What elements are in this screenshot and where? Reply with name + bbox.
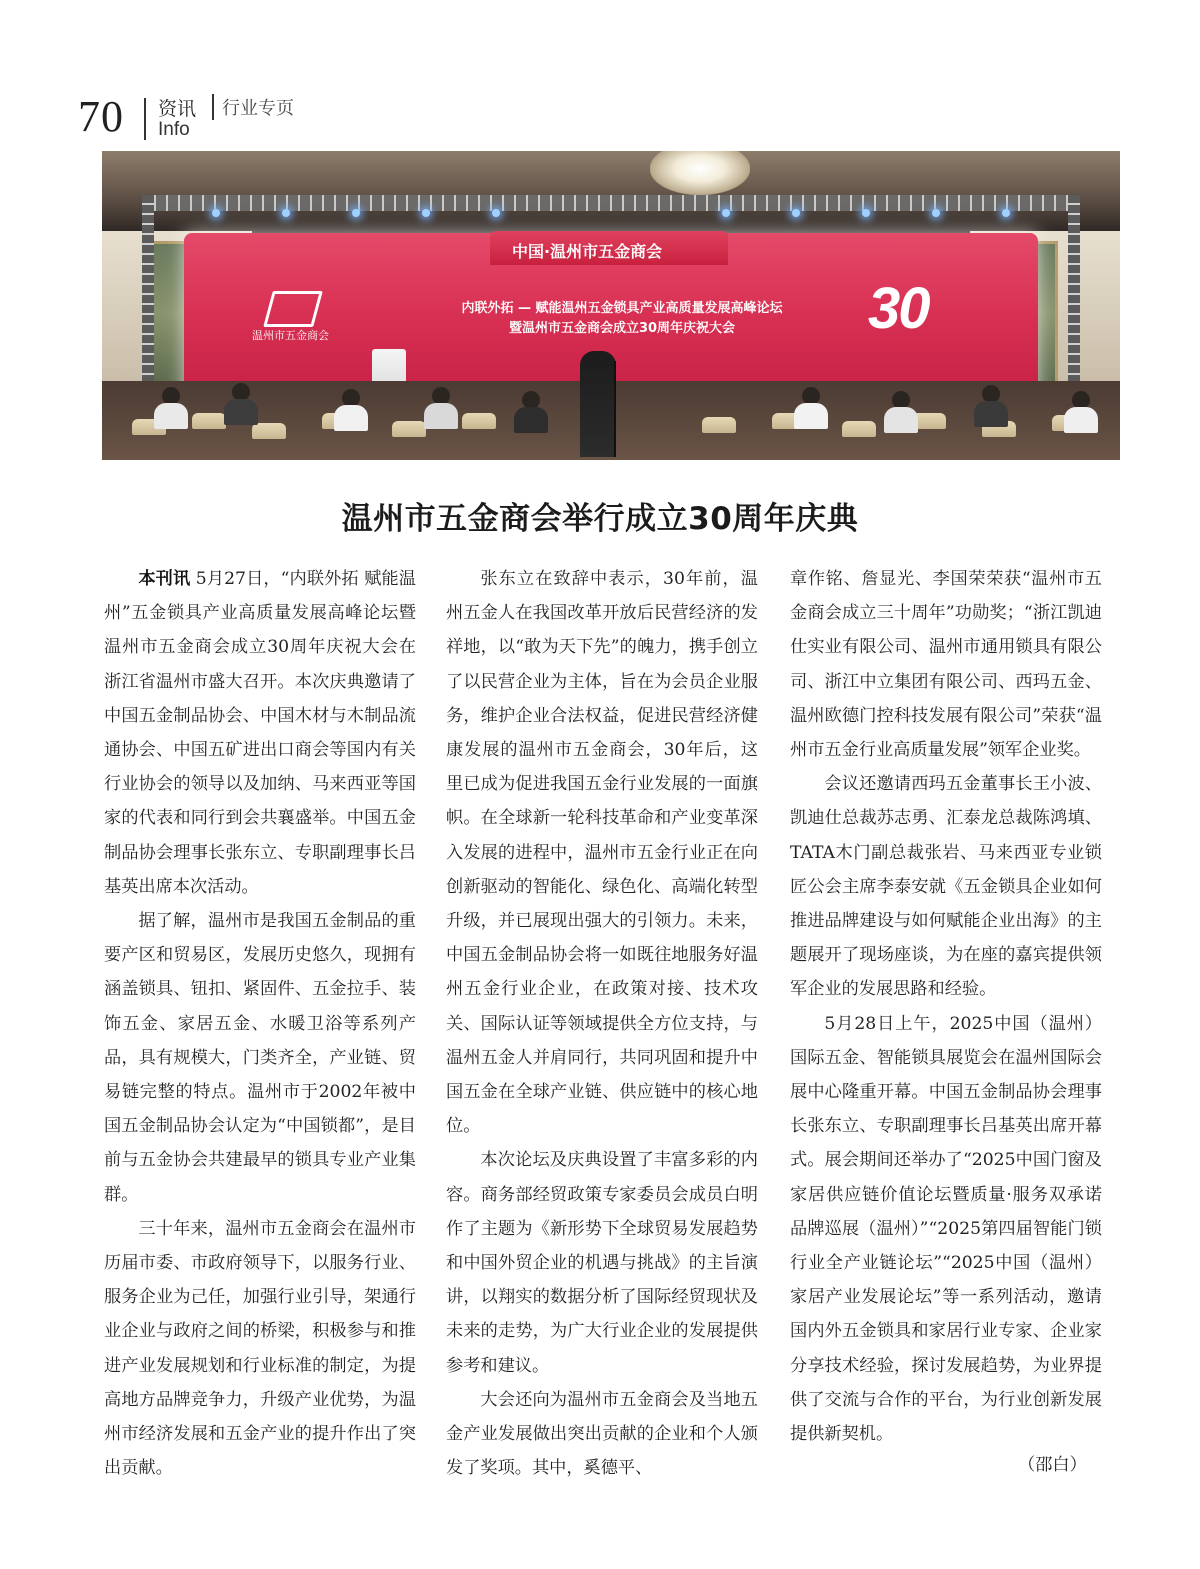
- forum-banner-line-2: 暨温州市五金商会成立30周年庆祝大会: [508, 321, 736, 336]
- audience-chair: [462, 413, 496, 429]
- audience-person: [154, 403, 188, 429]
- truss-leg-left: [142, 195, 154, 395]
- chamber-logo-text: 温州市五金商会: [252, 329, 329, 342]
- article-column-1: [104, 562, 416, 1522]
- page-number: 70: [78, 92, 124, 141]
- audience-person: [224, 399, 258, 425]
- truss-leg-right: [1068, 195, 1080, 395]
- audience-chair: [192, 413, 226, 429]
- article-paragraph: 会议还邀请西玛五金董事长王小波、凯迪仕总裁苏志勇、汇泰龙总裁陈鸿填、TATA木门副总裁张岩、马来西亚专业锁匠公会主席李泰安就《五金锁具企业如何推进品牌建设与如何赋能企业出海》的主题展开了现场座谈，为在座的嘉宾提供领军企业的发展思路和经验。: [790, 774, 1102, 1000]
- audience-chair: [392, 421, 426, 437]
- stage-lamp: [862, 209, 870, 217]
- stage-lamp: [422, 209, 430, 217]
- audience-person: [514, 407, 548, 433]
- chamber-logo-icon: [263, 291, 323, 327]
- stage-lamp: [212, 209, 220, 217]
- audience-person: [884, 407, 918, 433]
- audience-person: [1064, 407, 1098, 433]
- camera-tripod: [614, 361, 616, 457]
- article-paragraph: 据了解，温州市是我国五金制品的重要产区和贸易区，发展历史悠久，现拥有涵盖锁具、钮扣、紧固件、五金拉手、装饰五金、家居五金、水暖卫浴等系列产品，具有规模大，门类齐全，产业链、贸易链完整的特点。温州市于2002年被中国五金制品协会认定为“中国锁都”，是目前与五金协会共建最早的锁具专业产业集群。: [104, 911, 416, 1205]
- audience-person: [794, 403, 828, 429]
- stage-lamp: [1002, 209, 1010, 217]
- audience-chair: [702, 417, 736, 433]
- section-title-cn: 资讯: [158, 98, 197, 120]
- article-paragraph: 大会还向为温州市五金商会及当地五金产业发展做出突出贡献的企业和个人颁发了奖项。其中，奚德平、: [446, 1389, 758, 1479]
- stage-top-text: 中国·温州市五金商会: [512, 242, 663, 261]
- article-paragraph: 本次论坛及庆典设置了丰富多彩的内容。商务部经贸政策专家委员会成员白明作了主题为《新形势下全球贸易发展趋势和中国外贸企业的机遇与挑战》的主旨演讲，以翔实的数据分析了国际经贸现状及未来的走势，为广大行业企业的发展提供参考和建议。: [446, 1150, 758, 1376]
- article-paragraph: 章作铭、詹显光、李国荣荣获“温州市五金商会成立三十周年”功勋奖；“浙江凯迪仕实业有限公司、温州市通用锁具有限公司、浙江中立集团有限公司、西玛五金、温州欧德门控科技发展有限公司”荣获“温州市五金行业高质量发展”领军企业奖。: [790, 569, 1102, 761]
- section-subtitle: 行业专页: [212, 94, 294, 120]
- audience-person: [974, 401, 1008, 427]
- article-paragraph: [104, 562, 416, 904]
- article-column-3: [790, 562, 1102, 1522]
- article-title: 温州市五金商会举行成立30周年庆典: [341, 501, 859, 537]
- section-title-en: Info: [158, 119, 190, 140]
- audience-chair: [252, 423, 286, 439]
- stage-lamp: [492, 209, 500, 217]
- article-column-2: [446, 562, 758, 1522]
- event-photo: [102, 151, 1120, 460]
- article-paragraph: 5月28日上午，2025中国（温州）国际五金、智能锁具展览会在温州国际会展中心隆重开幕。中国五金制品协会理事长张东立、专职副理事长吕基英出席开幕式。展会期间还举办了“2025中国门窗及家居供应链价值论坛暨质量·服务双承诺品牌巡展（温州）”“2025第四届智能门锁行业全产业链论坛”“2025中国（温州）家居产业发展论坛”等一系列活动，邀请国内外五金锁具和家居行业专家、企业家分享技术经验，探讨发展趋势，为业界提供了交流与合作的平台，为行业创新发展提供新契机。: [790, 1013, 1102, 1445]
- stage-lamp: [722, 209, 730, 217]
- lead-label: 本刊讯: [138, 569, 191, 589]
- stage-lamp: [792, 209, 800, 217]
- chandelier: [650, 151, 750, 195]
- audience-person: [424, 403, 458, 429]
- anniversary-mark: 30: [868, 276, 929, 341]
- audience-chair: [842, 421, 876, 437]
- camera-operator: [580, 351, 616, 457]
- lighting-truss: [142, 195, 1080, 211]
- paragraph-text: 5月27日，“内联外拓 赋能温州”五金锁具产业高质量发展高峰论坛暨温州市五金商会成立30周年庆祝大会在浙江省温州市盛大召开。本次庆典邀请了中国五金制品协会、中国木材与木制品流通协会、中国五矿进出口商会等国内有关行业协会的领导以及加纳、马来西亚等国家的代表和同行到会共襄盛举。中国五金制品协会理事长张东立、专职副理事长吕基英出席本次活动。: [104, 569, 416, 897]
- photo-ceiling: [102, 151, 1120, 231]
- stage-lamp: [932, 209, 940, 217]
- author-byline: （邵白）: [1018, 1455, 1087, 1475]
- forum-banner-line-1: 内联外拓 — 赋能温州五金锁具产业高质量发展高峰论坛: [461, 301, 783, 316]
- stage-lamp: [282, 209, 290, 217]
- audience-person: [334, 405, 368, 431]
- stage-lamp: [352, 209, 360, 217]
- article-paragraph: 张东立在致辞中表示，30年前，温州五金人在我国改革开放后民营经济的发祥地，以“敢为天下先”的魄力，携手创立了以民营企业为主体，旨在为会员企业服务，维护企业合法权益，促进民营经济健康发展的温州市五金商会，30年后，这里已成为促进我国五金行业发展的一面旗帜。在全球新一轮科技革命和产业变革深入发展的进程中，温州市五金行业正在向创新驱动的智能化、绿色化、高端化转型升级，并已展现出强大的引领力。未来，中国五金制品协会将一如既往地服务好温州五金行业企业，在政策对接、技术攻关、国际认证等领域提供全方位支持，与温州五金人并肩同行，共同巩固和提升中国五金在全球产业链、供应链中的核心地位。: [446, 569, 758, 1137]
- header-divider: [144, 98, 146, 140]
- article-paragraph: 三十年来，温州市五金商会在温州市历届市委、市政府领导下，以服务行业、服务企业为己任，加强行业引导，架通行业企业与政府之间的桥梁，积极参与和推进产业发展规划和行业标准的制定，为提高地方品牌竞争力，升级产业优势，为温州市经济发展和五金产业的提升作出了突出贡献。: [104, 1218, 416, 1479]
